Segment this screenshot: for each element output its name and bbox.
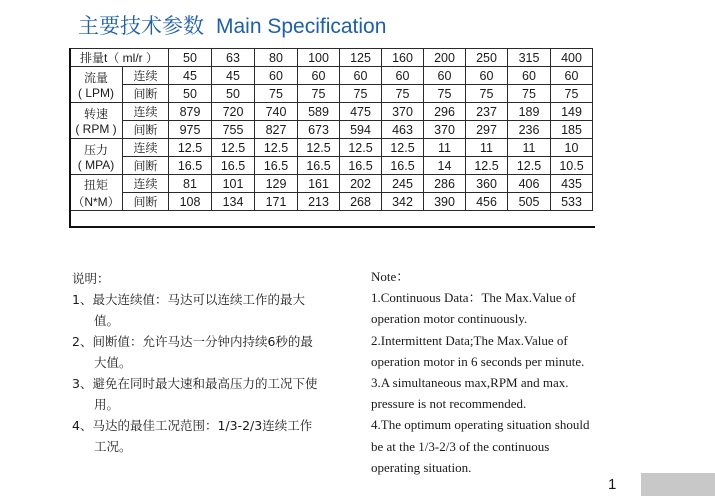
title-zh: 主要技术参数 (78, 14, 204, 38)
value-cell: 75 (340, 85, 382, 103)
notes-en-line: 4.The optimum operating situation should (371, 417, 590, 433)
value-cell: 16.5 (382, 157, 424, 175)
notes-zh-line: 4、马达的最佳工况范围：1/3-2/3连续工作 (72, 418, 313, 433)
value-cell: 533 (551, 193, 593, 211)
table-row (70, 139, 593, 157)
value-cell: 827 (255, 121, 298, 139)
notes-zh-heading: 说明： (72, 271, 110, 286)
spec-table (69, 48, 593, 211)
value-cell: 213 (298, 193, 340, 211)
value-cell: 45 (212, 67, 255, 85)
value-cell: 149 (551, 103, 593, 121)
param-name: 扭矩 (83, 177, 108, 192)
table-row (70, 193, 593, 211)
value-cell: 286 (424, 175, 466, 193)
value-cell: 14 (424, 157, 466, 175)
param-unit: ( MPA) (77, 158, 115, 172)
displacement-cell: 63 (212, 49, 255, 67)
value-cell: 108 (169, 193, 212, 211)
value-cell: 16.5 (212, 157, 255, 175)
param-name: 转速 (83, 107, 108, 121)
displacement-cell: 315 (508, 49, 551, 67)
value-cell: 268 (340, 193, 382, 211)
notes-en-line: pressure is not recommended. (371, 396, 527, 412)
table-header-row (70, 49, 593, 67)
value-cell: 75 (298, 85, 340, 103)
table-row (70, 67, 593, 85)
table-row (70, 85, 593, 103)
mode-label: 连续 (123, 139, 169, 157)
notes-en-line: 3.A simultaneous max,RPM and max. (371, 375, 569, 391)
value-cell: 60 (340, 67, 382, 85)
value-cell: 456 (466, 193, 508, 211)
value-cell: 11 (424, 139, 466, 157)
displacement-cell: 250 (466, 49, 508, 67)
value-cell: 16.5 (255, 157, 298, 175)
table-row (70, 103, 593, 121)
value-cell: 16.5 (169, 157, 212, 175)
page-title (78, 10, 386, 40)
param-unit: ( RPM ) (75, 122, 117, 136)
displacement-cell: 125 (340, 49, 382, 67)
displacement-cell: 50 (169, 49, 212, 67)
displacement-cell: 400 (551, 49, 593, 67)
mode-label: 间断 (123, 85, 169, 103)
value-cell: 370 (424, 121, 466, 139)
notes-zh (72, 268, 352, 457)
value-cell: 60 (424, 67, 466, 85)
value-cell: 879 (169, 103, 212, 121)
value-cell: 75 (424, 85, 466, 103)
value-cell: 12.5 (255, 139, 298, 157)
value-cell: 390 (424, 193, 466, 211)
value-cell: 10.5 (551, 157, 593, 175)
displacement-cell: 200 (424, 49, 466, 67)
value-cell: 11 (508, 139, 551, 157)
mode-label: 连续 (123, 67, 169, 85)
value-cell: 594 (340, 121, 382, 139)
displacement-cell: 80 (255, 49, 298, 67)
notes-en-line: be at the 1/3-2/3 of the continuous (371, 438, 550, 454)
value-cell: 60 (255, 67, 298, 85)
value-cell: 236 (508, 121, 551, 139)
value-cell: 75 (551, 85, 593, 103)
value-cell: 75 (382, 85, 424, 103)
value-cell: 16.5 (298, 157, 340, 175)
value-cell: 237 (466, 103, 508, 121)
value-cell: 189 (508, 103, 551, 121)
notes-en-line: operating situation. (371, 459, 472, 475)
value-cell: 60 (466, 67, 508, 85)
value-cell: 50 (169, 85, 212, 103)
param-group-label (70, 103, 123, 139)
param-name: 流量 (83, 71, 108, 85)
notes-zh-line: 值。 (94, 313, 120, 328)
value-cell: 12.5 (382, 139, 424, 157)
value-cell: 505 (508, 193, 551, 211)
notes-en-line: operation motor in 6 seconds per minute. (371, 353, 585, 369)
value-cell: 12.5 (340, 139, 382, 157)
value-cell: 129 (255, 175, 298, 193)
notes-zh-line: 用。 (94, 397, 120, 412)
value-cell: 81 (169, 175, 212, 193)
notes-en-line: operation motor continuously. (371, 311, 528, 327)
value-cell: 720 (212, 103, 255, 121)
displacement-cell: 160 (382, 49, 424, 67)
value-cell: 161 (298, 175, 340, 193)
notes-zh-line: 2、间断值：允许马达一分钟内持续6秒的最 (72, 334, 313, 349)
mode-label: 间断 (123, 193, 169, 211)
value-cell: 50 (212, 85, 255, 103)
value-cell: 185 (551, 121, 593, 139)
value-cell: 360 (466, 175, 508, 193)
value-cell: 12.5 (212, 139, 255, 157)
value-cell: 12.5 (466, 157, 508, 175)
value-cell: 297 (466, 121, 508, 139)
param-group-label (70, 67, 123, 103)
value-cell: 463 (382, 121, 424, 139)
value-cell: 171 (255, 193, 298, 211)
value-cell: 740 (255, 103, 298, 121)
value-cell: 202 (340, 175, 382, 193)
title-en: Main Specification (216, 15, 387, 38)
value-cell: 673 (298, 121, 340, 139)
value-cell: 12.5 (169, 139, 212, 157)
mode-label: 连续 (123, 103, 169, 121)
mode-label: 间断 (123, 157, 169, 175)
value-cell: 60 (551, 67, 593, 85)
value-cell: 60 (298, 67, 340, 85)
value-cell: 75 (255, 85, 298, 103)
notes-en-line: 2.Intermittent Data;The Max.Value of (371, 332, 568, 348)
value-cell: 11 (466, 139, 508, 157)
value-cell: 60 (382, 67, 424, 85)
page-number: 1 (608, 476, 617, 493)
value-cell: 475 (340, 103, 382, 121)
value-cell: 12.5 (508, 157, 551, 175)
header-label: 排量t（ ml/r ） (70, 49, 169, 67)
value-cell: 296 (424, 103, 466, 121)
value-cell: 75 (508, 85, 551, 103)
notes-zh-line: 工况。 (94, 439, 132, 454)
value-cell: 134 (212, 193, 255, 211)
value-cell: 10 (551, 139, 593, 157)
value-cell: 342 (382, 193, 424, 211)
value-cell: 589 (298, 103, 340, 121)
param-unit: （N*M） (72, 194, 120, 209)
value-cell: 370 (382, 103, 424, 121)
notes-en-line: 1.Continuous Data：The Max.Value of (371, 290, 576, 306)
value-cell: 406 (508, 175, 551, 193)
param-name: 压力 (83, 143, 108, 157)
table-row (70, 175, 593, 193)
mode-label: 连续 (123, 175, 169, 193)
table-row (70, 157, 593, 175)
value-cell: 16.5 (340, 157, 382, 175)
notes-zh-line: 1、最大连续值：马达可以连续工作的最大 (72, 292, 305, 307)
param-group-label (70, 139, 123, 175)
notes-zh-line: 大值。 (94, 355, 132, 370)
value-cell: 45 (169, 67, 212, 85)
value-cell: 975 (169, 121, 212, 139)
value-cell: 75 (466, 85, 508, 103)
value-cell: 245 (382, 175, 424, 193)
param-unit: ( LPM) (78, 86, 114, 100)
value-cell: 755 (212, 121, 255, 139)
notes-en-heading: Note： (371, 269, 410, 284)
mode-label: 间断 (123, 121, 169, 139)
value-cell: 12.5 (298, 139, 340, 157)
notes-en (371, 266, 641, 478)
value-cell: 435 (551, 175, 593, 193)
table-row (70, 121, 593, 139)
notes-zh-line: 3、避免在同时最大速和最高压力的工况下使 (72, 376, 318, 391)
param-group-label (70, 175, 123, 211)
displacement-cell: 100 (298, 49, 340, 67)
value-cell: 101 (212, 175, 255, 193)
value-cell: 60 (508, 67, 551, 85)
page-tab (641, 473, 715, 496)
